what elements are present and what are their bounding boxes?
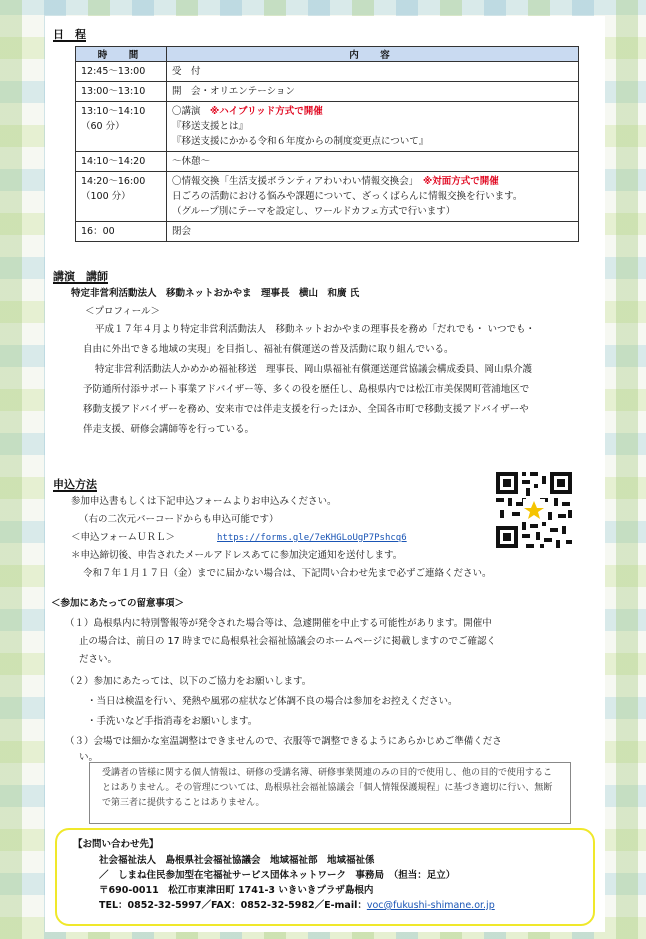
time-cell: 13:00～13:10: [76, 82, 167, 102]
profile-p2-line1: 特定非営利活動法人かめかめ福祉移送 理事長、岡山県福祉有償運送運営協議会構成委員、岡山県介護: [95, 364, 533, 375]
time-header: 時 間: [76, 47, 167, 62]
flyer-page: [45, 16, 605, 932]
contact-title: 【お問い合わせ先】: [73, 839, 159, 850]
duration: （100 分）: [81, 191, 131, 202]
time-cell: 16：00: [76, 222, 167, 242]
notes-title: ＜参加にあたっての留意事項＞: [51, 598, 185, 609]
table-header-row: [76, 47, 579, 62]
contact-org2: ／ しまね住民参加型在宅福祉サービス団体ネットワーク 事務局 （担当：足立）: [99, 870, 456, 881]
duration: （60 分）: [81, 121, 125, 132]
profile-p2-line2: 予防通所付添サポート事業アドバイザー等、多くの役を歴任し、島根県内では松江市美保関町菅浦地区で: [83, 384, 530, 395]
in-person-tag: ※対面方式で開催: [423, 176, 499, 187]
table-row: [76, 62, 579, 82]
qr-code-icon: [492, 468, 576, 552]
table-row: [76, 172, 579, 222]
content-cell: [167, 172, 579, 222]
lecturer-name: 特定非営利活動法人 移動ネットおかやま 理事長 横山 和廣 氏: [71, 288, 360, 299]
time-cell: 14:10～14:20: [76, 152, 167, 172]
contact-phone: [99, 899, 495, 913]
note-3-line2: い。: [79, 752, 99, 763]
profile-label: ＜プロフィール＞: [85, 306, 161, 317]
exchange-desc: 日ごろの活動における悩みや課題について、ざっくばらんに情報交換を行います。: [172, 191, 523, 202]
apply-line4: 令和７年１月１７日（金）までに届かない場合は、下記問い合わせ先まで必ずご連絡ください。: [83, 568, 492, 579]
profile-p2-line3: 移動支援アドバイザーを務め、安来市では伴走支援を行ったほか、全国各市町で移動支援アドバイザーや: [83, 404, 529, 415]
content-cell: 開 会・オリエンテーション: [167, 82, 579, 102]
note-1-line3: ださい。: [79, 654, 118, 665]
note-2: （２）参加にあたっては、以下のご協力をお願いします。: [65, 676, 312, 687]
contact-box: [55, 828, 595, 926]
profile-p1-line1: 平成１７年４月より特定非営利活動法人 移動ネットおかやまの理事長を務め「だれでも・ いつでも・: [95, 324, 536, 335]
hybrid-tag: ※ハイブリッド方式で開催: [210, 106, 323, 117]
note-2b: ・手洗いなど手指消毒をお願いします。: [87, 716, 258, 727]
privacy-notice: 受講者の皆様に関する個人情報は、研修の受講名簿、研修事業関連のみの目的で使用し、他の目的で使用することはありません。その管理については、島根県社会福祉協議会「個人情報保護規程」に基づき適切に行い、無断で第三者に提供することはありません。: [89, 762, 571, 824]
lecturer-title: 講演 講師: [53, 270, 108, 283]
exchange-note: （グループ別にテーマを設定し、ワールドカフェ方式で行います）: [172, 206, 456, 217]
apply-line3: ＊申込締切後、申告されたメールアドレスあてに参加決定通知を送付します。: [71, 550, 403, 561]
apply-line2: （右の二次元バーコードからも申込可能です）: [79, 514, 279, 525]
note-1-line2: 止の場合は、前日の 17 時までに島根県社会福祉協議会のホームページに掲載しますのでご確認く: [79, 636, 496, 647]
time-cell: [76, 172, 167, 222]
lecture-topic-1: 『移送支援とは』: [172, 121, 249, 132]
schedule-title: 日 程: [53, 28, 86, 41]
content-cell: 閉会: [167, 222, 579, 242]
content-cell: [167, 102, 579, 152]
content-header: 内 容: [167, 47, 579, 62]
table-row: [76, 82, 579, 102]
contact-email-link[interactable]: voc@fukushi-shimane.or.jp: [366, 900, 495, 911]
time-cell: 12:45～13:00: [76, 62, 167, 82]
form-label: ＜申込フォームＵＲＬ＞: [71, 532, 176, 543]
note-3-line1: （３）会場では細かな室温調整はできませんので、衣服等で調整できるようにあらかじめご準備くださ: [65, 736, 502, 747]
qr-code[interactable]: [492, 468, 576, 552]
lecture-label: 〇講演: [172, 106, 201, 117]
exchange-label: 〇情報交換「生活支援ボランティアわいわい情報交換会」: [172, 176, 414, 187]
contact-address: 〒690-0011 松江市東津田町 1741-3 いきいきプラザ島根内: [99, 885, 374, 896]
table-row: [76, 102, 579, 152]
content-cell: 受 付: [167, 62, 579, 82]
table-row: [76, 222, 579, 242]
apply-line1: 参加申込書もしくは下記申込フォームよりお申込みください。: [71, 496, 337, 507]
time-range: 14:20～16:00: [81, 176, 146, 187]
time-cell: [76, 102, 167, 152]
time-range: 13:10～14:10: [81, 106, 146, 117]
profile-p1-line2: 自由に外出できる地域の実現」を目指し、福祉有償運送の普及活動に取り組んでいる。: [83, 344, 454, 355]
contact-org: 社会福祉法人 島根県社会福祉協議会 地域福祉部 地域福祉係: [99, 855, 375, 866]
schedule-table: [75, 46, 579, 242]
contact-tel-fax: TEL：0852-32-5997／FAX：0852-32-5982／E-mail：: [99, 900, 367, 911]
note-2a: ・当日は検温を行い、発熱や風邪の症状など体調不良の場合は参加をお控えください。: [87, 696, 458, 707]
table-row: [76, 152, 579, 172]
apply-title: 申込方法: [53, 478, 97, 491]
profile-p2-line4: 伴走支援、研修会講師等を行っている。: [83, 424, 255, 435]
content-cell: ～休憩～: [167, 152, 579, 172]
note-1-line1: （１）島根県内に特別警報等が発令された場合等は、急遽開催を中止する可能性があります。開催中: [65, 618, 492, 629]
lecture-topic-2: 『移送支援にかかる令和６年度からの制度変更点について』: [172, 136, 429, 147]
form-url-link[interactable]: https://forms.gle/7eKHGLoUgP7Pshcq6: [217, 533, 407, 543]
